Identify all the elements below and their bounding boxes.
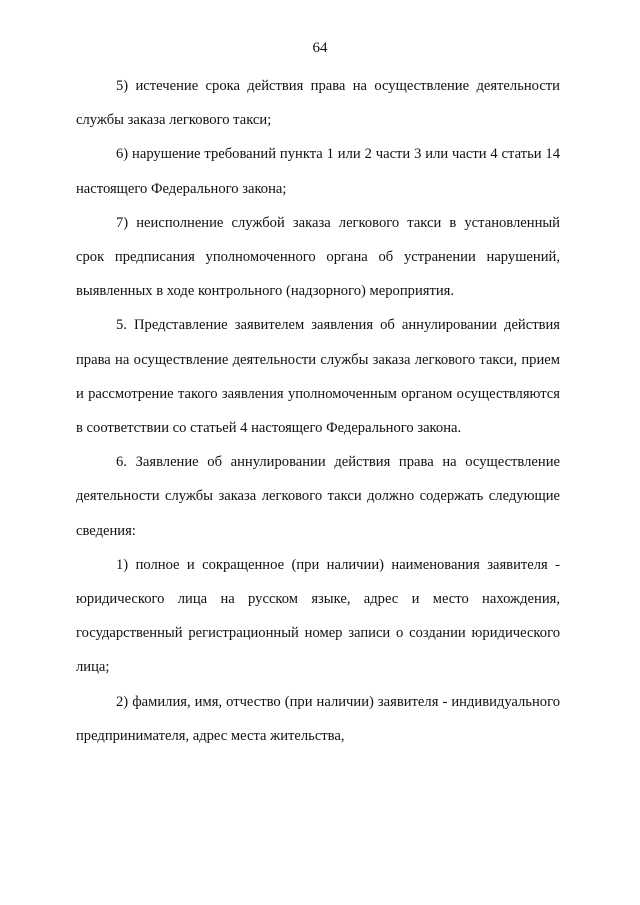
document-body: [76, 69, 560, 753]
page-number: 64: [312, 40, 328, 56]
paragraph-item-6: 6) нарушение требований пункта 1 или 2 части 3 или части 4 статьи 14 настоящего Федерального закона;: [76, 146, 560, 197]
paragraph-subitem-2: 2) фамилия, имя, отчество (при наличии) заявителя - индивидуального предпринимателя, адрес места жительства,: [76, 693, 560, 744]
paragraph-part-6: 6. Заявление об аннулировании действия права на осуществление деятельности службы заказа легкового такси должно содержать следующие сведения:: [76, 454, 560, 539]
paragraph-item-7: 7) неисполнение службой заказа легкового такси в установленный срок предписания уполномоченного органа об устранении нарушений, выявленных в ходе контрольного (надзорного) мероприятия.: [76, 214, 560, 300]
paragraph-item-5: 5) истечение срока действия права на осуществление деятельности службы заказа легкового такси;: [76, 78, 560, 129]
paragraph-part-5: 5. Представление заявителем заявления об аннулировании действия права на осуществление деятельности службы заказа легкового такси, прием и рассмотрение такого заявления уполномоченным органом осуществляются в соответствии со статьей 4 настоящего Федерального закона.: [76, 317, 560, 437]
paragraph-subitem-1: 1) полное и сокращенное (при наличии) наименования заявителя - юридического лица на русском языке, адрес и место нахождения, государственный регистрационный номер записи о создании юридического лица;: [76, 556, 560, 676]
